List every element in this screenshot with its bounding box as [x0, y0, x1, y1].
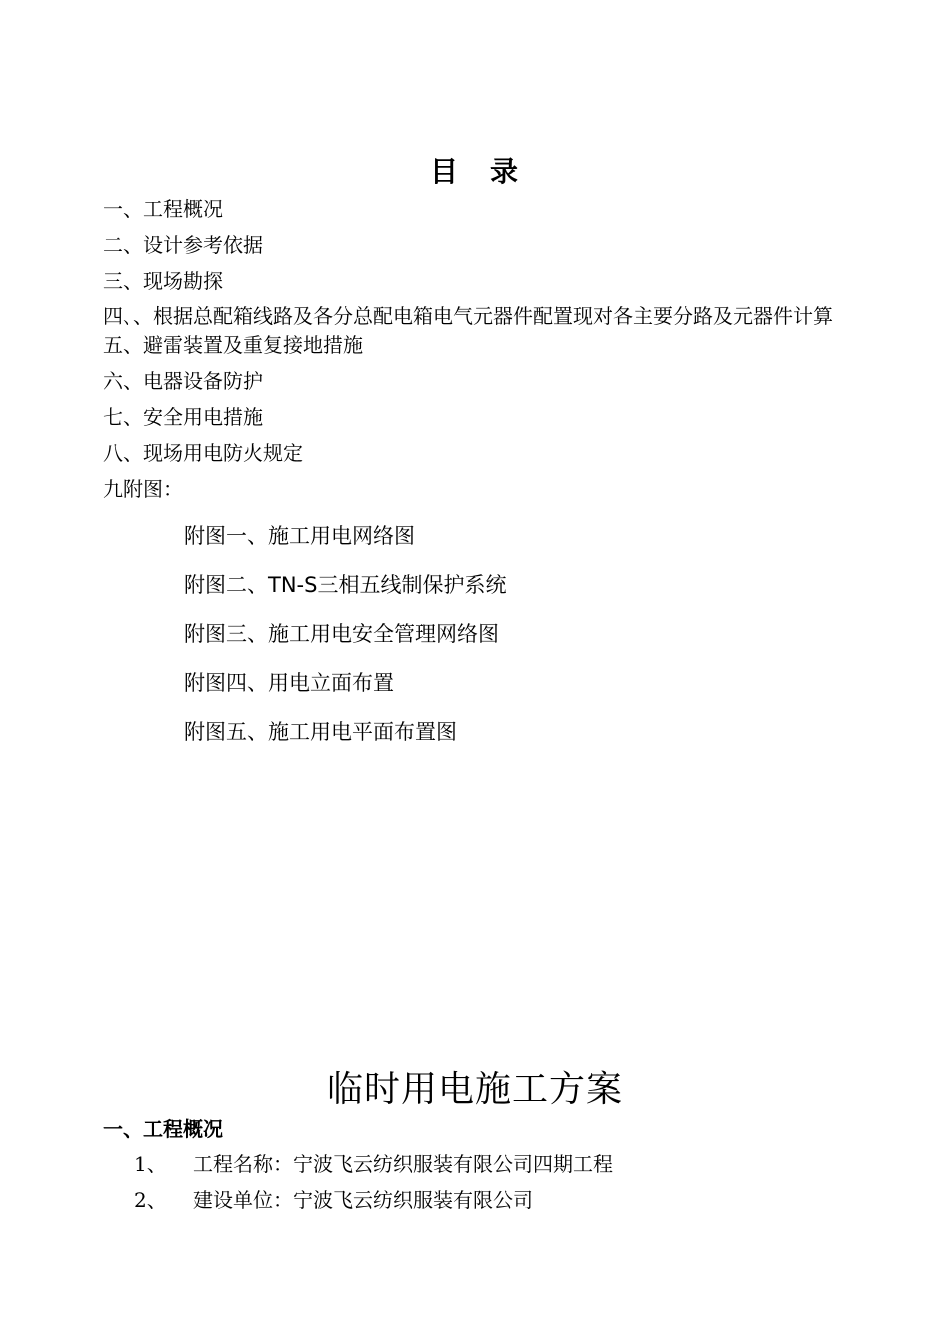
section-heading: 一、工程概况 [103, 1117, 223, 1141]
toc-item[interactable]: 六、电器设备防护 [103, 369, 263, 393]
row-number: 1、 [134, 1152, 167, 1176]
toc-item[interactable]: 三、现场勘探 [103, 269, 223, 293]
toc-item[interactable]: 四､、根据总配箱线路及各分总配电箱电气元器件配置现对各主要分路及元器件计算 [103, 304, 833, 328]
toc-item[interactable]: 五、避雷装置及重复接地措施 [103, 333, 363, 357]
row-number: 2、 [134, 1188, 167, 1212]
appendix-item[interactable]: 附图一、施工用电网络图 [184, 524, 415, 548]
appendix-list [184, 521, 506, 766]
document-title: 临时用电施工方案 [326, 1069, 623, 1110]
appendix-item[interactable]: 附图三、施工用电安全管理网络图 [184, 622, 499, 646]
row-text: 工程名称：宁波飞云纺织服装有限公司四期工程 [193, 1152, 613, 1176]
toc-item[interactable]: 一、工程概况 [103, 197, 223, 221]
appendix-item[interactable]: 附图四、用电立面布置 [184, 671, 394, 695]
toc-title: 目 录 [429, 155, 520, 188]
appendix-item[interactable]: 附图五、施工用电平面布置图 [184, 720, 457, 744]
toc-item[interactable]: 八、现场用电防火规定 [103, 441, 303, 465]
project-info-row [134, 1186, 613, 1214]
toc-item[interactable]: 二、设计参考依据 [103, 233, 263, 257]
project-info-row [134, 1150, 613, 1178]
project-info-list [134, 1150, 613, 1222]
toc-list [103, 196, 883, 502]
toc-appendix-heading: 九附图： [103, 477, 183, 501]
appendix-item[interactable]: 附图二、TN-S三相五线制保护系统 [184, 573, 507, 597]
toc-item[interactable]: 七、安全用电措施 [103, 405, 263, 429]
row-text: 建设单位：宁波飞云纺织服装有限公司 [193, 1188, 533, 1212]
